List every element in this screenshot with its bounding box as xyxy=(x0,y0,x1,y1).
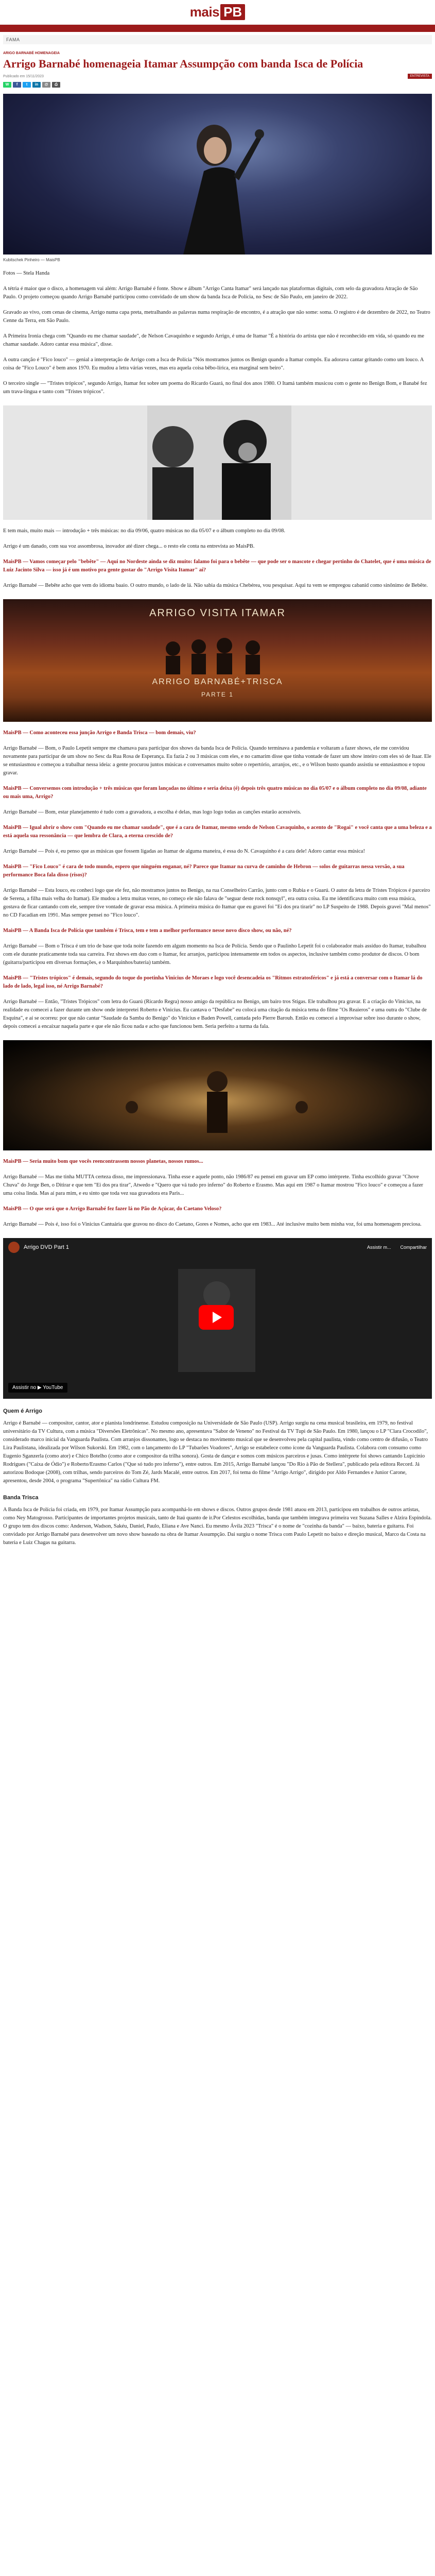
answer-text: Arrigo Barnabé — Bom, o Paulo Lepetit sempre me chamava para participar dos shows da banda Isca de Polícia. Quando terminava a pandemia e voltaram a fazer shows, ele me convidou novamente para participar de um show no Sesc da Rua Rosa de Esperança. Eu fazia 2 ou 3 músicas com eles, e no camarim disse que tinha vontade de fazer um show inteiro com eles só de Itaar. Ele se entusiasmou e começou a trabalhar nessa ideia: a gente procurou juntos músicas e conversamos muito sobre o repertório, arranjos, etc., e o Wilson busto quando assistiu se entusiasmou e topou gravar. xyxy=(3,745,431,776)
video-header xyxy=(3,1238,432,1257)
article-meta xyxy=(3,74,432,79)
play-button-icon[interactable] xyxy=(199,1305,234,1330)
article-kicker: ARIGO BARNABÉ HOMENAGEIA xyxy=(3,52,60,55)
interview-question xyxy=(3,863,432,879)
photo-credit: Fotos — Stela Handa xyxy=(3,270,50,276)
watch-on-youtube-button[interactable]: Assistir no ▶ YouTube xyxy=(8,1383,67,1393)
interview-answer xyxy=(3,1221,432,1229)
question-text: MaisPB — Seria muito bom que vocês reencontrassem nossos planetas, nossos rumos... xyxy=(3,1159,203,1164)
site-logo[interactable] xyxy=(190,4,245,20)
publish-date: Publicado em 15/11/2023 xyxy=(3,74,44,78)
poster-band-art xyxy=(3,599,432,722)
interview-question xyxy=(3,1158,432,1166)
question-text: MaisPB — Igual abrir o show com "Quando eu me chamar saudade", que é a cara de Itamar, mesmo sendo de Nelson Cavaquinho, o acento de "Rogai" e você canta que a uma beleza e a está aquela sua ressonância — que lembra de Clara, a eterna crescido de? xyxy=(3,825,432,839)
paragraph: A outra canção é "Fico louco" — genial a interpretação de Arrigo com a Isca de Polícia "Nós mostramos juntos os Benign quando a Itamar compôs. Eu adorava cantar gritando como um louco. A coisa de "Fico Louco" é bem anos 1970. Eu mudou a letra várias vezes, mas era aquela coisa bêbo-lírica, era marginal sem beiro". xyxy=(3,357,424,371)
answer-text: Arrigo Barnabé — Esta louco, eu conheci logo que ele fez, não mostramos juntos no Benigo, na rua Conselheiro Carrão, junto com o Rubia e o Guarú. O autor da letra de Tristes Trópicos é parceiro de Serena, a filha mais velha do Itamar). Ele mudou a letra muitas vezes, no começo ele não falava de "seguar deste rock nonsqyl", era outra coisa. Eu me identificava muito com essa música, gostava de ficar cantando com ele, sempre tive vontade de gravar essa música. A primeira música do Itamar que eu gravei foi "Ei dos pra tirarir" no LP Suspeito de 1988. Depois gravei "Mal menos" no CD Facadian em 1991. Mas sempre pensei no "Fico louco". xyxy=(3,888,431,918)
interview-answer xyxy=(3,848,432,856)
band-photo-art xyxy=(3,405,432,520)
nav-bar xyxy=(0,25,435,32)
paragraph: A tétria é maior que o disco, a homenagem vai além: Arrigo Barnabé é fonte. Show e álbum "Arrigo Canta Itamar" será lançado nas plataformas digitais, com selo da gravadora Atração de São Paulo. O projeto começou quando Arrigo Barnabé participou como convidado de um show da banda Isca de Polícia, no Sesc de São Paulo, em janeiro de 2022. xyxy=(3,286,418,300)
interview-answer xyxy=(3,887,432,920)
interview-answer xyxy=(3,942,432,967)
hero-caption: Kubitschek Pinheiro — MaisPB xyxy=(3,258,60,262)
question-text: MaisPB — O que será que o Arrigo Barnabé fez fazer lá no Pão de Açúcar, do Caetano Veloso? xyxy=(3,1206,222,1212)
interview-question xyxy=(3,558,432,574)
section-heading: Quem é Arrigo xyxy=(3,1408,42,1414)
paragraph: Arrigo é Barnabé — compositor, cantor, ator e pianista londrinense. Estudou composição na Universidade de São Paulo (USP). Arrigo surgiu na cena musical brasileira, em 1979, no festival universitário da TV Cultura, com a música "Diversões Eletrônicas". No mesmo ano, apresentava "Sabor de Veneno" no Festival da TV Tupi de São Paulo. Em 1980, lançou o LP "Clara Crocodilo", considerado marco inicial da Vanguarda Paulista. Com arranjos dissonantes, logo se destaca no movimento musical que se desenvolveu pela capital paulista, vindo como centro de difusão, o Teatro Lira Paulistana, idealizada por Wilson Sukorski. Em 1982, com o lançamento do LP "Tubarões Voadores", Arrigo se estabelece como ícone da Vanguarda Paulista. Colabora com consumo como Eugenio Sganzerla (como ator) e Chico Botelho (como ator e compositor da trilha sonora). Gosta de dançar e somos com músicos parceiros e jusas. Como intérprete foi shows cantando Lupicínio Rodrigues ("Caixa de Ódio") e Roberto/Erasmo Carlos ("Que só tudo pro inferno"), entre outros. Em 2015, Arrigo Barnabé lançou "Do Rio à Pão de Stellera", publicado pela editora Record. Já autorizou Bodoque (2008), com trilhas, sendo parceiros do Tom Zé, Jards Macalé, entre outros. Em 2017, foi tema do filme "Arrigo Arrigo", dirigido por Aldo Fernandes e Junior Carone, apresentou, desde 2004, o programa "Supertônica" na rádio Cultura FM. xyxy=(3,1420,428,1484)
question-text: MaisPB — Como aconteceu essa junção Arrigo e Banda Trisca — bom demais, viu? xyxy=(3,730,196,736)
interview-answer xyxy=(3,744,432,777)
video-title[interactable]: Arrigo DVD Part 1 xyxy=(24,1244,69,1250)
hero-photo xyxy=(3,94,432,255)
band-photo xyxy=(3,405,432,520)
page-bottom-space xyxy=(3,1547,432,1619)
interview-question xyxy=(3,824,432,840)
interview-question xyxy=(3,927,432,935)
paragraph: A Primeira Ironia chega com "Quando eu me chamar saudade", de Nelson Cavaquinho e segundo Arrigo, é uma de Itamar "É a história do artista que não é reconhecido em vida, só quando eu me chamar saudade. Adoro cantar essa música", disse. xyxy=(3,333,424,347)
video-actions xyxy=(367,1245,427,1250)
poster-subtitle: ARRIGO BARNABÉ+TRISCA xyxy=(152,677,283,686)
question-text: MaisPB — Vamos começar pelo "bebête" — Aqui no Nordeste ainda se diz muito: falamo foi para o bebête — que pode ser o mascote e chegar pertinho do Chatelet, que é uma música de Luiz Jacinto Silva — isso já é um motivo pra gente gostar do "Arrigo Visita Itamar" aí? xyxy=(3,559,431,573)
stage-photo xyxy=(3,1040,432,1150)
question-text: MaisPB — A Banda Isca de Polícia que também é Trisca, tem e tem a melhor performance nesse novo disco show, ou não, né? xyxy=(3,928,292,934)
interview-question xyxy=(3,785,432,801)
share-bar xyxy=(3,82,432,88)
watch-later-button[interactable]: Assistir m... xyxy=(367,1245,391,1250)
article xyxy=(0,52,435,1619)
question-text: MaisPB — Conversemos com introdução + três músicas que foram lançadas no último e seria deixa (é) depois três quatro músicas no dia 05/07 e o álbum completo no dia 09/08, adiante ou mais uma, Arrigo? xyxy=(3,786,427,800)
stage-art xyxy=(3,1040,432,1150)
interview-answer xyxy=(3,808,432,817)
paragraph: E tem mais, muito mais — introdução + três músicas: no dia 09/06, quatro músicas no dia 05/07 e o álbum completo no dia 09/08. xyxy=(3,528,286,534)
singer-silhouette xyxy=(173,114,266,255)
question-text: MaisPB — "Tristes trópicos" é demais, segundo do toque do poetinha Vinicius de Moraes e logo você desencadeia os "Ritmos estratosféricos" e já está a conversar com o Itamar lá do lado de lado, legal isso, né Arrigo Barnabé? xyxy=(3,975,423,989)
channel-avatar-icon[interactable] xyxy=(8,1242,20,1253)
linkedin-share-icon[interactable]: in xyxy=(32,82,41,88)
interview-question xyxy=(3,729,432,737)
answer-text: Arrigo Barnabé — Bebête acho que vem do idioma baaio. O outro mundo, o lado de lá. Não sabia da música Chebérea, vou pesquisar. Aqui tu vem se empregou cabanid como sinônimo de Bebête. xyxy=(3,583,428,588)
section-heading: Banda Trisca xyxy=(3,1495,39,1501)
interview-answer xyxy=(3,1173,432,1198)
article-title: Arrigo Barnabé homenageia Itamar Assumpção com banda Isca de Polícia xyxy=(3,57,363,70)
share-button[interactable]: Compartilhar xyxy=(400,1245,427,1250)
answer-text: Arrigo Barnabé — Mas me tinha MUTTA certeza disso, me impressionava. Tinha esse e aquele ponto, não 1986/87 eu pensei em gravar um EP como intérprete. Tinha escolhido gravar "Chove Chuva" do Jorge Ben, o Ditirar e que tem "Ei dos pra tirar", Atwedo e "Quero que vá tudo pro inferno" do Roberto e Erasmo. Mas aqui em 1987 o Itamar mostrou "Fico louco" e começou a fazer uma coisa linda. Mas aí para mim, e eu sinto que toda vez sua gravadora era Paris... xyxy=(3,1174,423,1196)
email-share-icon[interactable]: @ xyxy=(42,82,50,88)
answer-text: Arrigo Barnabé — Pois é, eu penso que as músicas que fossem ligadas ao Itamar de alguma maneira, é essa do N. Cavaquinho é a cara dele! Adoro cantar essa música! xyxy=(3,849,365,854)
article-tag[interactable]: ENTREVISTA xyxy=(408,74,432,79)
youtube-embed[interactable] xyxy=(3,1238,432,1399)
answer-text: Arrigo Barnabé — Pois é, isso foi o Vinicius Cantuária que gravou no disco do Caetano, Gores e Nomes, acho que em 1983... Até inclusive muito bem minha voz, foi uma homenagem preciosa. xyxy=(3,1222,422,1227)
poster-title: ARRIGO VISITA ITAMAR xyxy=(149,607,286,619)
answer-text: Arrigo Barnabé — Então, "Tristes Trópicos" com letra do Guarú (Ricardo Regra) nosso amigo da república no Benigo, um bairo tros Stigas. Ele trabalhou pra gravar. E a criação do Vinícius, na realidade eu comecei a fazer durante um show onde interpretei Roberto e Vinicius. Eu cantava o "Desfabe" eu colocá uma citação da música tema do filme "Os Reaieros" e uma outra do "Clube de Esquina", e aí se ocorreu: por que não cantar "Saudade da Samba do Benigo" do Vinícius e Baden Powell, cantada pelo Pierre Barouh. Então eu comecei a improvisar sobre isso durante o show, depois comecei a encaixar naquela parte e que ele não ficou nada e acho que funcionou bem. Seria perfeito a turma da fala. xyxy=(3,999,427,1029)
paragraph: Arrigo é um danado, com sua voz assombrosa, inovador até dizer chega... o resto ele conta na entrevista ao MaisPB. xyxy=(3,544,255,549)
answer-text: Arrigo Barnabé — Bom, estar planejamento é tudo com a gravadora, a escolha é delas, mas logo logo todas as canções estarão acessíveis. xyxy=(3,809,302,815)
answer-text: Arrigo Barnabé — Bom o Trisca é um trio de base que toda noite fazendo em algum momento na Isca de Polícia. Sendo que o Paulinho Lepetit foi o colaborador mais assíduo do Itamar, trabalhou com ele durante praticamente toda sua carreira. Fez shows em duo com o Itamar, fez arranjos, participou intensamente em todos os aspectos, inclusive também como produtor de discos. O bom (guitarra/participou em diversas formações, e o Marquinhos/bateria) também. xyxy=(3,943,426,965)
interview-answer xyxy=(3,582,432,590)
interview-question xyxy=(3,974,432,991)
paragraph: O terceiro single — "Tristes trópicos", segundo Arrigo, Itamar fez sobre um poema do Ricardo Guará, no final dos anos 1980. O Itamá também musicou com o gente no Benign Bom, e Banabé fez um trava-língua e tanto com "Tristes trópicos". xyxy=(3,381,427,395)
interview-answer xyxy=(3,998,432,1031)
site-header xyxy=(0,0,435,25)
interview-question xyxy=(3,1205,432,1213)
paragraph: Gravado ao vivo, com cenas de cinema, Arrigo numa capa preta, metralhando as palavras numa respiração de encontro, é a atração que não some: soma. O registro é de dezembro de 2022, no Teatro Cenne da Terra, em São Paulo. xyxy=(3,310,430,324)
twitter-share-icon[interactable]: t xyxy=(23,82,31,88)
facebook-share-icon[interactable]: f xyxy=(13,82,21,88)
section-label[interactable]: FAMA xyxy=(3,35,432,44)
poster-part: PARTE 1 xyxy=(201,691,234,698)
question-text: MaisPB — "Fico Louco" é cara de todo mundo, espero que ninguém enganar, né? Parece que Itamar na curva de caminho de Hebron — solos de guitarras nessa versão, a sua performance Boca fala disso (risos)? xyxy=(3,864,405,878)
paragraph: A Banda Isca de Polícia foi criada, em 1979, por Itamar Assumpção para acompanhá-lo em shows e discos. Outros grupos desde 1981 atuou em 2013, participou em trabalhos de outros artistas, como Ney Matogrosso. Participantes de importantes projetos musicais, tanto de Itaú quanto de ir.Por Celestos escolhidas, banda que também integrava primeira vez Suzana Salles e Alzira Espíndola. O grupo tem dos discos como: Anderson, Wadson, Sakéu, Daniel, Paulo, Eliana e Ave Nanci. Eu mesmo Ávila 2023 "Trisca" é o nome de "cozinha da banda" — baixo, bateria e guitarra. Foi convidado por Arrigo Barnabé para desenvolver um novo show baseado na obra de Itamar Assumpção. Dai surgiu o nome Trisca com Paulo Lepetit no baixo e direção musical, Marco da Costa na bateria e Luiz Chagas na guitarra. xyxy=(3,1507,432,1546)
logo-text-mais: mais xyxy=(189,4,220,20)
logo-text-pb: PB xyxy=(220,4,245,20)
print-icon[interactable]: ⎙ xyxy=(52,82,60,88)
album-poster xyxy=(3,599,432,722)
whatsapp-share-icon[interactable]: W xyxy=(3,82,11,88)
